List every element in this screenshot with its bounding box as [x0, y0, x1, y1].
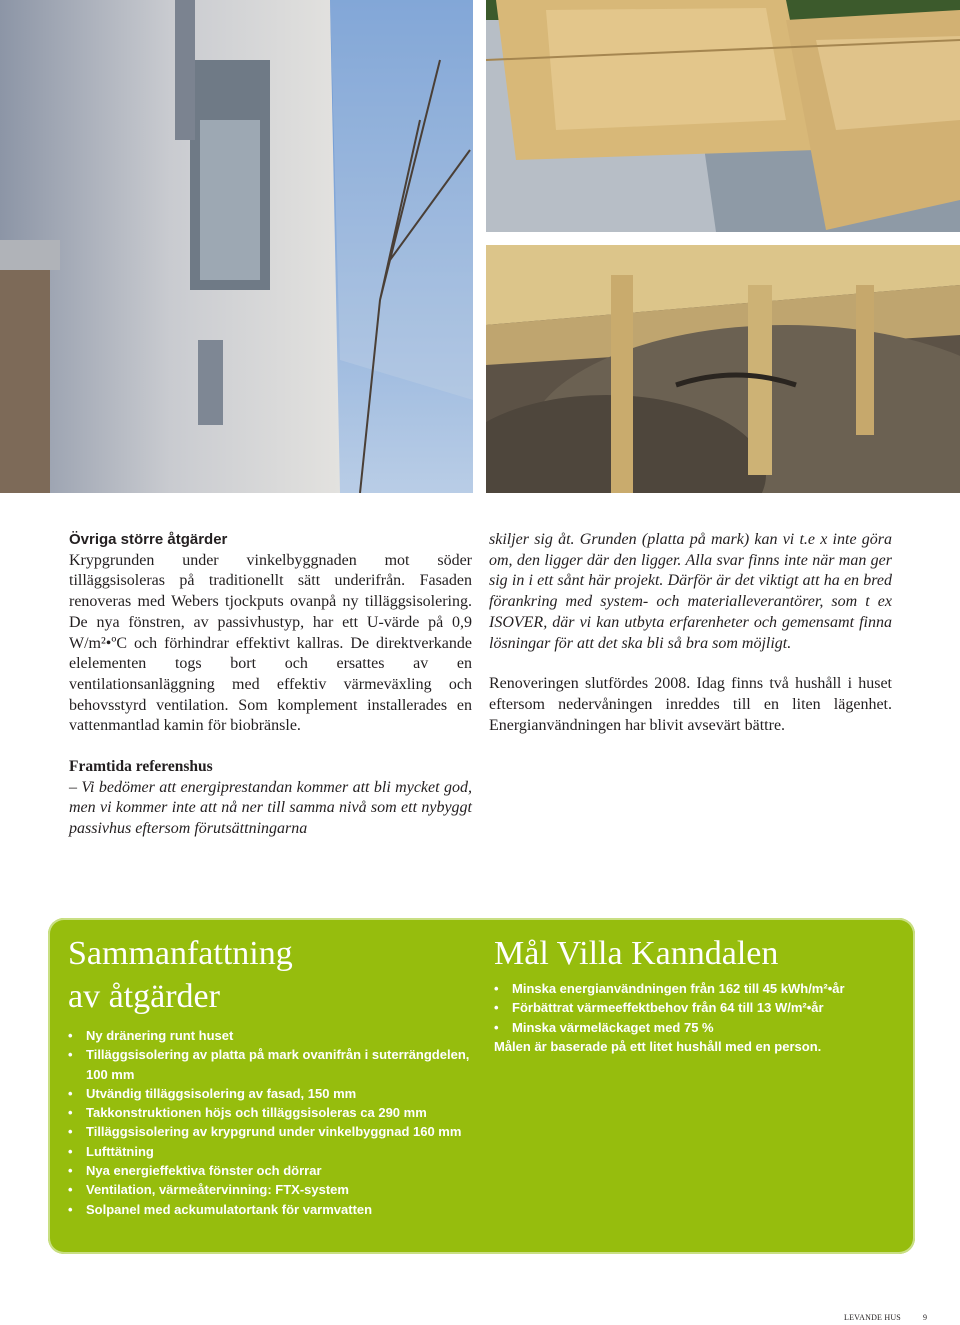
article-paragraph: Krypgrunden under vinkelbyggnaden mot söder tilläggsisoleras på traditionellt sätt underifrån. Fasaden renoveras med Webers tjockputs ovanpå ny tilläggsisolering. De nya fönstren, av passivhustyp, har ett U-värde på 0,9 W/m²•ºC och förhindrar effektivt kallras. De direktverkande elelementen togs bort och ersattes av en ventilationsanläggning med effektiv värmeväxling och behovsstyrd ventilation. Som komplement installerades en vattenmantlad kamin för biobränsle.	[69, 551, 472, 735]
footer-brand: LEVANDE HUS	[844, 1313, 901, 1322]
summary-box	[48, 918, 915, 1254]
page-footer	[844, 1313, 927, 1322]
photo-house-facade	[0, 0, 473, 493]
goals-list	[494, 979, 904, 1037]
quote-paragraph: – Vi bedömer att energiprestandan kommer att bli mycket god, men vi kommer inte att nå ner till samma nivå som ett nybyggt passivhus eftersom förutsättningarna	[69, 778, 472, 838]
list-item: • Utvändig tilläggsisolering av fasad, 150 mm	[68, 1084, 488, 1103]
section-heading-other-measures: Övriga större åtgärder	[69, 531, 228, 548]
photo-crawlspace	[486, 245, 960, 493]
goals-section	[494, 932, 904, 1056]
summary-title-line: av åtgärder	[68, 978, 220, 1015]
list-item: • Ny dränering runt huset	[68, 1026, 488, 1045]
list-item: • Tilläggsisolering av krypgrund under vinkelbyggnad 160 mm	[68, 1122, 488, 1141]
list-item: • Takkonstruktionen höjs och tilläggsisoleras ca 290 mm	[68, 1103, 488, 1122]
list-item: • Förbättrat värmeeffektbehov från 64 till 13 W/m²•år	[494, 998, 904, 1017]
list-item: • Minska energianvändningen från 162 till 45 kWh/m²•år	[494, 979, 904, 998]
summary-title	[68, 932, 488, 1018]
summary-list	[68, 1026, 488, 1219]
article-right-column	[489, 530, 892, 736]
list-item: • Nya energieffektiva fönster och dörrar	[68, 1161, 488, 1180]
page-number: 9	[922, 1313, 927, 1322]
section-heading-future-reference: Framtida referenshus	[69, 758, 213, 776]
article-paragraph: Renoveringen slutfördes 2008. Idag finns två hushåll i huset eftersom nedervåningen inreddes till en liten lägenhet. Energianvändningen har blivit avsevärt bättre.	[489, 675, 892, 734]
photo-roof-beams	[486, 0, 960, 232]
summary-section	[68, 932, 488, 1219]
list-item: • Tilläggsisolering av platta på mark ovanifrån i suterrängdelen, 100 mm	[68, 1045, 488, 1084]
quote-continuation: skiljer sig åt. Grunden (platta på mark) kan vi t.e x inte göra om, den ligger där den ligger. Alla svar finns inte när man ger sig in i ett sånt här projekt. Därför är det viktigt att ha en bred förankring med system- och materialleverantörer, som t ex ISOVER, där vi kan utbyta erfarenheter och gemensamt finna lösningar för att det ska bli så bra som möjligt.	[489, 531, 892, 652]
goals-title: Mål Villa Kanndalen	[494, 935, 779, 972]
summary-title-line: Sammanfattning	[68, 935, 293, 972]
list-item: • Lufttätning	[68, 1142, 488, 1161]
list-item: • Ventilation, värmeåtervinning: FTX-system	[68, 1180, 488, 1199]
goals-note: Målen är baserade på ett litet hushåll med en person.	[494, 1038, 822, 1054]
list-item: • Solpanel med ackumulatortank för varmvatten	[68, 1200, 488, 1219]
list-item: • Minska värmeläckaget med 75 %	[494, 1018, 904, 1037]
article-left-column	[69, 530, 472, 840]
